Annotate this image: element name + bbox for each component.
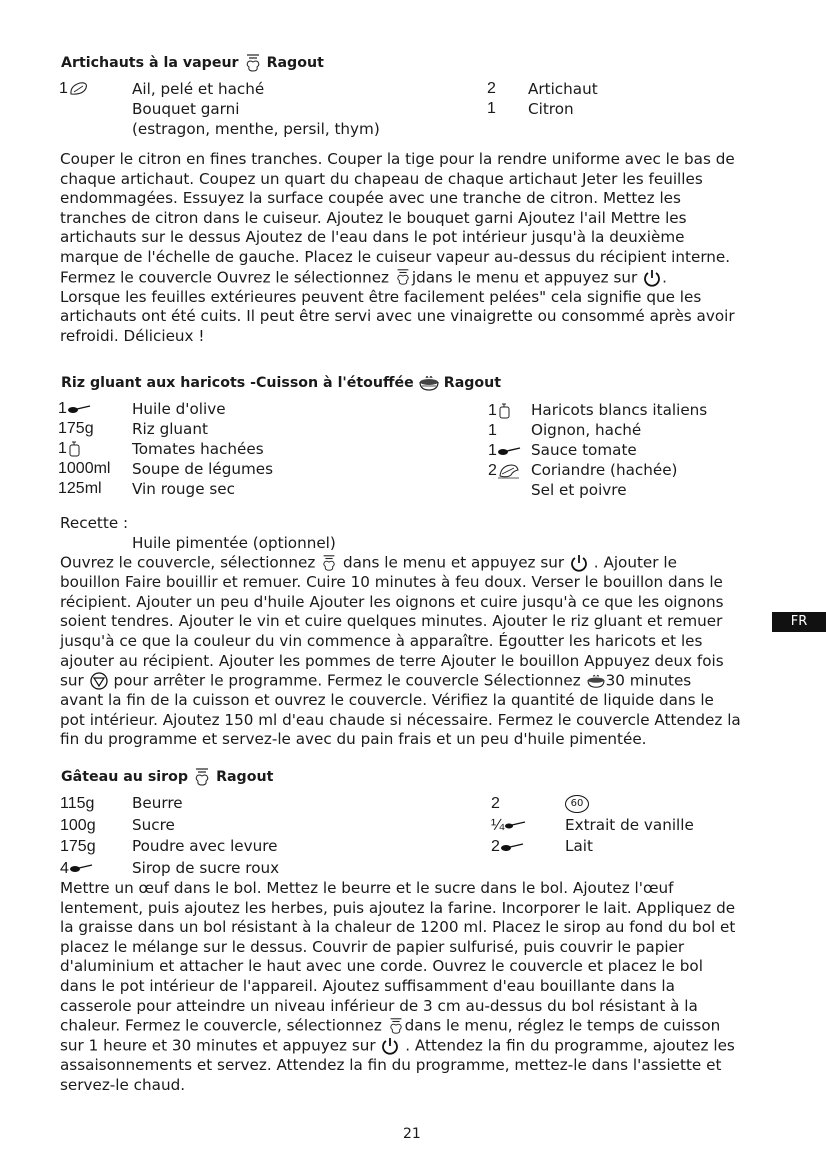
- ingredient-item: Sirop de sucre roux: [132, 858, 280, 877]
- can-icon: [67, 439, 81, 459]
- qty-value: 1: [488, 422, 497, 439]
- recipe-category: Ragout: [443, 375, 502, 391]
- text-fragment: dans le menu et appuyez sur: [342, 553, 565, 572]
- qty-value: 100g: [60, 816, 96, 834]
- text-line: endommagées. Essuyez la surface coupée avec une tranche de citron. Mettez les: [60, 189, 681, 208]
- stew-pot-icon: [586, 671, 606, 691]
- can-icon: [497, 401, 511, 421]
- text-fragment: chaleur. Fermez le couvercle, sélectionnez: [60, 1016, 382, 1035]
- steam-pot-icon: [320, 553, 338, 573]
- text-fragment: sur: [60, 671, 84, 690]
- recette-subtitle: Huile pimentée (optionnel): [132, 534, 336, 552]
- text-line: casserole pour atteindre un niveau inférieur de 3 cm au-dessus du bol résistant à la: [60, 996, 698, 1015]
- qty-value: 1: [58, 400, 67, 417]
- ingredient-qty-left: [60, 793, 96, 879]
- herb-leaf-icon: [497, 461, 521, 481]
- text-line: dans le pot intérieur de l'appareil. Ajoutez suffisamment d'eau bouillante dans la: [60, 976, 675, 995]
- qty-row: [491, 836, 524, 858]
- qty-row: [488, 401, 511, 421]
- text-line: récipient. Ajouter un peu d'huile Ajouter les oignons et cuire jusqu'à ce que les oignons: [60, 592, 724, 611]
- text-line: Lorsque les feuilles extérieures peuvent être facilement pelées" cela signifie que les: [60, 287, 702, 306]
- qty-value: ¼: [491, 816, 505, 834]
- text-line: d'aluminium et attacher le haut avec une corde. Ouvrez le couvercle et placez le bol: [60, 957, 703, 976]
- tablespoon-icon: [500, 836, 524, 858]
- ingredient-item: Ail, pelé et haché: [132, 80, 265, 98]
- recipe-title-text: Gâteau au sirop: [61, 769, 189, 785]
- text-fragment: 30 minutes: [605, 671, 692, 690]
- ingredient-qty: [59, 79, 90, 99]
- cancel-icon: [89, 671, 109, 691]
- qty-value: 175g: [60, 838, 96, 855]
- ingredient-item: Vin rouge sec: [132, 480, 235, 498]
- text-line: chaque artichaut. Coupez un quart du chapeau de chaque artichaut Jeter les feuilles: [60, 169, 703, 188]
- qty-value: 1000ml: [58, 460, 111, 477]
- recette-label: Recette :: [60, 514, 129, 532]
- text-line: Couper le citron en fines tranches. Couper la tige pour la rendre uniforme avec le bas de: [60, 150, 735, 168]
- text-fragment: . Attendez la fin du programme, ajoutez les: [405, 1036, 735, 1055]
- recipe-title-artichauts: [61, 53, 324, 73]
- text-line: bouillon Faire bouillir et remuer. Cuire 10 minutes à feu doux. Verser le bouillon dans le: [60, 573, 723, 592]
- ingredient-item: Soupe de légumes: [132, 460, 274, 478]
- qty-value: 4: [60, 859, 69, 877]
- tablespoon-icon: [67, 399, 91, 419]
- ingredient-item: Beurre: [132, 794, 183, 812]
- qty-value: 115g: [60, 795, 95, 812]
- text-line: soient tendres. Ajouter le vin et cuire quelques minutes. Ajouter le riz gluant et remuer: [60, 612, 723, 631]
- stew-pot-icon: [418, 374, 440, 392]
- ingredient-qty-right: [491, 793, 526, 858]
- text-fragment: .: [662, 268, 667, 287]
- qty-row: [58, 439, 81, 459]
- qty-value: 2: [487, 80, 496, 97]
- text-line: tranches de citron dans le cuiseur. Ajoutez le bouquet garni Ajoutez l'ail Mettre les: [60, 208, 687, 227]
- text-fragment: Ouvrez le couvercle, sélectionnez: [60, 553, 316, 572]
- recipe-instructions: [60, 150, 735, 346]
- ingredient-item: Artichaut: [528, 80, 598, 98]
- steam-pot-icon: [243, 53, 263, 73]
- text-line: marque de l'échelle de gauche. Placez le cuiseur vapeur au-dessus du récipient interne.: [60, 247, 731, 266]
- text-line: pot intérieur. Ajoutez 150 ml d'eau chaude si nécessaire. Fermez le couvercle Attendez la: [60, 710, 741, 729]
- text-line: ajouter au récipient. Ajouter les pommes de terre Ajouter le bouillon Appuyez deux fois: [60, 651, 724, 670]
- text-line: lentement, puis ajoutez les herbes, puis ajoutez la farine. Incorporer le lait. Appliquez de: [60, 898, 736, 917]
- text-line: [60, 1016, 735, 1036]
- ingredient-item: (estragon, menthe, persil, thym): [132, 120, 380, 138]
- text-fragment: Fermez le couvercle Ouvrez le sélectionnez: [60, 268, 390, 287]
- text-line: [60, 553, 741, 573]
- text-fragment: jdans le menu et appuyez sur: [411, 268, 638, 287]
- recipe-category: Ragout: [216, 769, 274, 785]
- tablespoon-icon: [497, 441, 521, 461]
- ingredient-item: Tomates hachées: [132, 440, 264, 458]
- tablespoon-icon: [69, 858, 93, 880]
- egg-size-value: 60: [570, 797, 584, 809]
- qty-value: 2: [491, 795, 500, 812]
- steam-pot-icon: [387, 1016, 405, 1036]
- text-line: artichauts sur le dessus Ajoutez de l'eau dans le pot intérieur jusqu'à la deuxième: [60, 228, 685, 247]
- page-number: 21: [403, 1126, 421, 1142]
- ingredient-item: Lait: [565, 837, 593, 855]
- text-line: Mettre un œuf dans le bol. Mettez le beurre et le sucre dans le bol. Ajoutez l'œuf: [60, 879, 674, 897]
- text-line: jusqu'à ce que la couleur du vin commence à apparaître. Égoutter les haricots et les: [60, 631, 703, 650]
- teaspoon-icon: [504, 815, 526, 837]
- qty-row: [58, 399, 91, 419]
- ingredient-item: Bouquet garni: [132, 100, 240, 118]
- qty-value: 1: [488, 402, 497, 419]
- text-line: [60, 268, 735, 288]
- ingredient-list-right: [528, 79, 598, 119]
- steam-pot-icon: [192, 767, 212, 787]
- power-icon: [380, 1036, 400, 1056]
- qty-value: 2: [488, 462, 497, 479]
- text-line: servez-le chaud.: [60, 1075, 186, 1094]
- ingredient-qty-left: [58, 399, 110, 499]
- text-line: la graisse dans un bol résistant à la chaleur de 1200 ml. Placez le sirop au fond du bol et: [60, 918, 736, 937]
- text-line: refroidi. Délicieux !: [60, 326, 205, 345]
- ingredient-list-right: [531, 400, 707, 500]
- qty-row: [488, 441, 521, 461]
- text-fragment: . Ajouter le: [593, 553, 677, 572]
- egg-size-icon: [565, 795, 589, 813]
- recipe-title-riz-gluant: [61, 374, 501, 392]
- qty-value: 1: [488, 442, 497, 459]
- ingredient-item: Coriandre (hachée): [531, 461, 678, 479]
- text-line: fin du programme et servez-le avec du pain frais et un peu d'huile pimentée.: [60, 730, 647, 749]
- text-fragment: sur 1 heure et 30 minutes et appuyez sur: [60, 1036, 376, 1055]
- recipe-title-text: Artichauts à la vapeur: [61, 55, 239, 71]
- power-icon: [569, 553, 589, 573]
- qty-value: 125ml: [58, 480, 102, 497]
- qty-value: 1: [59, 80, 68, 97]
- qty-row: [60, 858, 93, 880]
- ingredient-list-left: [132, 793, 279, 879]
- text-line: [60, 671, 741, 691]
- recipe-title-text: Riz gluant aux haricots -Cuisson à l'étouffée: [61, 375, 414, 391]
- recipe-category: Ragout: [266, 55, 324, 71]
- text-line: avant la fin de la cuisson et ouvrez le couvercle. Vérifiez la quantité de liquide dans le: [60, 691, 714, 710]
- garlic-clove-icon: [68, 79, 90, 99]
- text-line: [60, 1036, 735, 1056]
- recipe-title-gateau: [61, 767, 273, 787]
- text-fragment: dans le menu, réglez le temps de cuisson: [404, 1016, 721, 1035]
- ingredient-list-right: [565, 793, 694, 858]
- text-line: artichauts ont été cuits. Il peut être servi avec une vinaigrette ou consommé après avoir: [60, 307, 735, 326]
- qty-row: [491, 815, 526, 837]
- qty-value: 1: [58, 440, 67, 457]
- ingredient-item: Haricots blancs italiens: [531, 401, 708, 419]
- ingredient-item: Sucre: [132, 815, 175, 834]
- qty-value: 1: [487, 100, 496, 117]
- ingredient-item: Extrait de vanille: [565, 815, 694, 834]
- text-line: placez le mélange sur le dessus. Couvrir de papier sulfurisé, puis couvrir le papier: [60, 937, 685, 956]
- ingredient-item: Sel et poivre: [531, 481, 627, 499]
- language-tab: FR: [772, 612, 826, 632]
- ingredient-item: Poudre avec levure: [132, 837, 278, 855]
- ingredient-item: Riz gluant: [132, 420, 208, 438]
- qty-value: 2: [491, 838, 500, 855]
- qty-row: [488, 461, 521, 481]
- recipe-instructions: [60, 879, 735, 1095]
- text-line: assaisonnements et servez. Attendez la fin du programme, mettez-le dans l'assiette et: [60, 1056, 722, 1075]
- text-fragment: pour arrêter le programme. Fermez le couvercle Sélectionnez: [113, 671, 581, 690]
- recipe-instructions: [60, 553, 741, 750]
- power-icon: [642, 268, 662, 288]
- ingredient-item: Sauce tomate: [531, 441, 637, 459]
- ingredient-item: Citron: [528, 100, 574, 118]
- ingredient-item: Oignon, haché: [531, 421, 642, 439]
- qty-value: 175g: [58, 420, 94, 437]
- ingredient-list-left: [132, 399, 273, 499]
- ingredient-item: Huile d'olive: [132, 400, 226, 418]
- ingredient-list-left: [132, 79, 380, 139]
- steam-pot-icon: [394, 268, 412, 288]
- egg-badge: [565, 793, 694, 815]
- ingredient-qty-right: [487, 79, 496, 119]
- ingredient-qty-right: [488, 401, 521, 481]
